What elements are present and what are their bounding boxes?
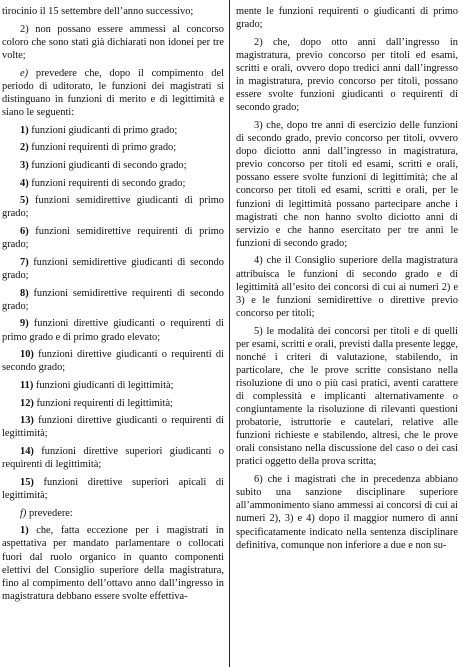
function-text: funzioni direttive superiori apicali di legittimità; bbox=[2, 476, 224, 501]
function-number: 8) bbox=[20, 287, 29, 299]
function-number: 7) bbox=[20, 256, 29, 268]
function-item bbox=[2, 194, 224, 220]
function-number: 2) bbox=[20, 142, 29, 154]
function-item bbox=[2, 397, 224, 410]
function-text: funzioni direttive giudicanti o requirenti di secondo grado; bbox=[2, 349, 224, 374]
function-text: funzioni giudicanti di legittimità; bbox=[33, 379, 174, 391]
function-text: funzioni direttive giudicanti o requirenti di primo grado e di primo grado elevato; bbox=[2, 318, 224, 343]
function-number: 12) bbox=[20, 397, 34, 409]
letter-e-marker: e) bbox=[20, 67, 29, 79]
function-text: funzioni requirenti di secondo grado; bbox=[28, 177, 186, 189]
function-number: 1) bbox=[20, 124, 29, 136]
left-column bbox=[2, 5, 224, 608]
function-text: funzioni giudicanti di secondo grado; bbox=[28, 159, 187, 171]
function-item bbox=[2, 159, 224, 172]
function-item bbox=[2, 445, 224, 471]
function-number: 13) bbox=[20, 415, 34, 427]
function-number: 6) bbox=[20, 226, 29, 238]
function-text: funzioni requirenti di legittimità; bbox=[33, 397, 173, 409]
function-text: funzioni giudicanti di primo grado; bbox=[28, 124, 178, 136]
paragraph-item-2: 2) non possano essere ammessi al concorso coloro che sono stati già dichiarati non idonei per tre volte; bbox=[2, 23, 224, 61]
function-item bbox=[2, 225, 224, 251]
function-item bbox=[2, 287, 224, 313]
function-item bbox=[2, 141, 224, 154]
function-item bbox=[2, 124, 224, 137]
paragraph-item-2: 2) che, dopo otto anni dall’ingresso in magistratura, previo concorso per titoli ed esami, scritti e orali, ovvero dopo tredici anni dall’ingresso in magistratura, previo concorso per titoli, possano essere svolte funzioni giudicanti o requirenti di secondo grado; bbox=[236, 36, 458, 114]
paragraph-item-4: 4) che il Consiglio superiore della magistratura attribuisca le funzioni di secondo grado e di legittimità all’esito dei concorsi di cui ai numeri 2) e 3) e le funzioni semidirettive o direttive previo concorso per titoli; bbox=[236, 255, 458, 319]
function-text: funzioni direttive superiori giudicanti o requirenti di legittimità; bbox=[2, 446, 224, 471]
function-number: 10) bbox=[20, 349, 34, 361]
function-number: 5) bbox=[20, 195, 29, 207]
paragraph-item-3: 3) che, dopo tre anni di esercizio delle funzioni di secondo grado, previo concorso per titoli, ovvero dopo diciotto anni dall’ingresso in magistratura, previo concorso per titoli ed esami, scritti e orali, possano essere svolte funzioni di legittimità; che al concorso per titoli ed esami, scritti e orali, per le funzioni di legittimità possano partecipare anche i magistrati che non hanno svolto diciotto anni di servizio e che hanno esercitato per tre anni le funzioni di secondo grado; bbox=[236, 119, 458, 249]
function-text: funzioni semidirettive giudicanti di secondo grado; bbox=[2, 256, 224, 281]
function-item bbox=[2, 317, 224, 343]
letter-e-text: prevedere che, dopo il compimento del periodo di uditorato, le funzioni dei magistrati si distinguano in funzioni di merito e di legittimità e siano le seguenti: bbox=[2, 67, 224, 118]
function-number: 9) bbox=[20, 318, 29, 330]
letter-f-text: prevedere: bbox=[26, 507, 73, 519]
column-divider bbox=[229, 0, 230, 667]
function-number: 15) bbox=[20, 476, 34, 488]
function-item bbox=[2, 256, 224, 282]
function-number: 4) bbox=[20, 177, 29, 189]
paragraph-letter-f bbox=[2, 507, 224, 520]
letter-f-marker: f) bbox=[20, 507, 27, 519]
paragraph-item-6: 6) che i magistrati che in precedenza abbiano subìto una sanzione disciplinare superiore all’ammonimento siano ammessi ai concorsi di cui ai numeri 2), 3) e 4) dopo il maggior numero di anni specificatamente indicato nella sentenza disciplinare definitiva, comunque non inferiore a due e non su- bbox=[236, 474, 458, 551]
function-text: funzioni semidirettive requirenti di primo grado; bbox=[2, 226, 224, 251]
function-number: 14) bbox=[20, 446, 34, 458]
function-text: funzioni requirenti di primo grado; bbox=[28, 142, 177, 154]
function-text: funzioni semidirettive giudicanti di primo grado; bbox=[2, 195, 224, 220]
f-item-number: 1) bbox=[20, 525, 29, 537]
f-item-text: che, fatta eccezione per i magistrati in aspettativa per mandato parlamentare o collocati fuori dal ruolo organico in quanto componenti elettivi del Consiglio superiore della magistratura, fino al compimento dell’ottavo anno dall’ingresso in magistratura debbano essere svolte effettiva- bbox=[2, 525, 224, 602]
function-text: funzioni direttive giudicanti o requirenti di legittimità; bbox=[2, 415, 224, 440]
paragraph-continuation: tirocinio il 15 settembre dell’anno successivo; bbox=[2, 6, 194, 17]
function-number: 11) bbox=[20, 379, 34, 391]
function-item bbox=[2, 177, 224, 190]
function-item bbox=[2, 414, 224, 440]
right-column bbox=[236, 5, 458, 556]
paragraph-continuation: mente le funzioni requirenti o giudicanti di primo grado; bbox=[236, 6, 458, 31]
function-item bbox=[2, 379, 224, 392]
paragraph-item-5: 5) le modalità dei concorsi per titoli e di quelli per esami, scritti e orali, previsti dalla presente legge, nonché i criteri di valutazione, stabilendo, in particolare, che le prove scritte consistano nella risoluzione di uno o più casi pratici, aventi carattere di complessità e implicanti alternativamente o congiuntamente la risoluzione di rilevanti questioni probatorie, istruttorie e cautelari, relative alle funzioni richieste e stabilendo, altresì, che le prove orali consistano nella discussione del caso o dei casi pratici oggetto della prova scritta; bbox=[236, 325, 458, 468]
function-item bbox=[2, 348, 224, 374]
function-number: 3) bbox=[20, 159, 29, 171]
function-item bbox=[2, 476, 224, 502]
function-text: funzioni semidirettive requirenti di secondo grado; bbox=[2, 287, 224, 312]
paragraph-letter-e bbox=[2, 67, 224, 119]
paragraph-f-item-1 bbox=[2, 524, 224, 603]
